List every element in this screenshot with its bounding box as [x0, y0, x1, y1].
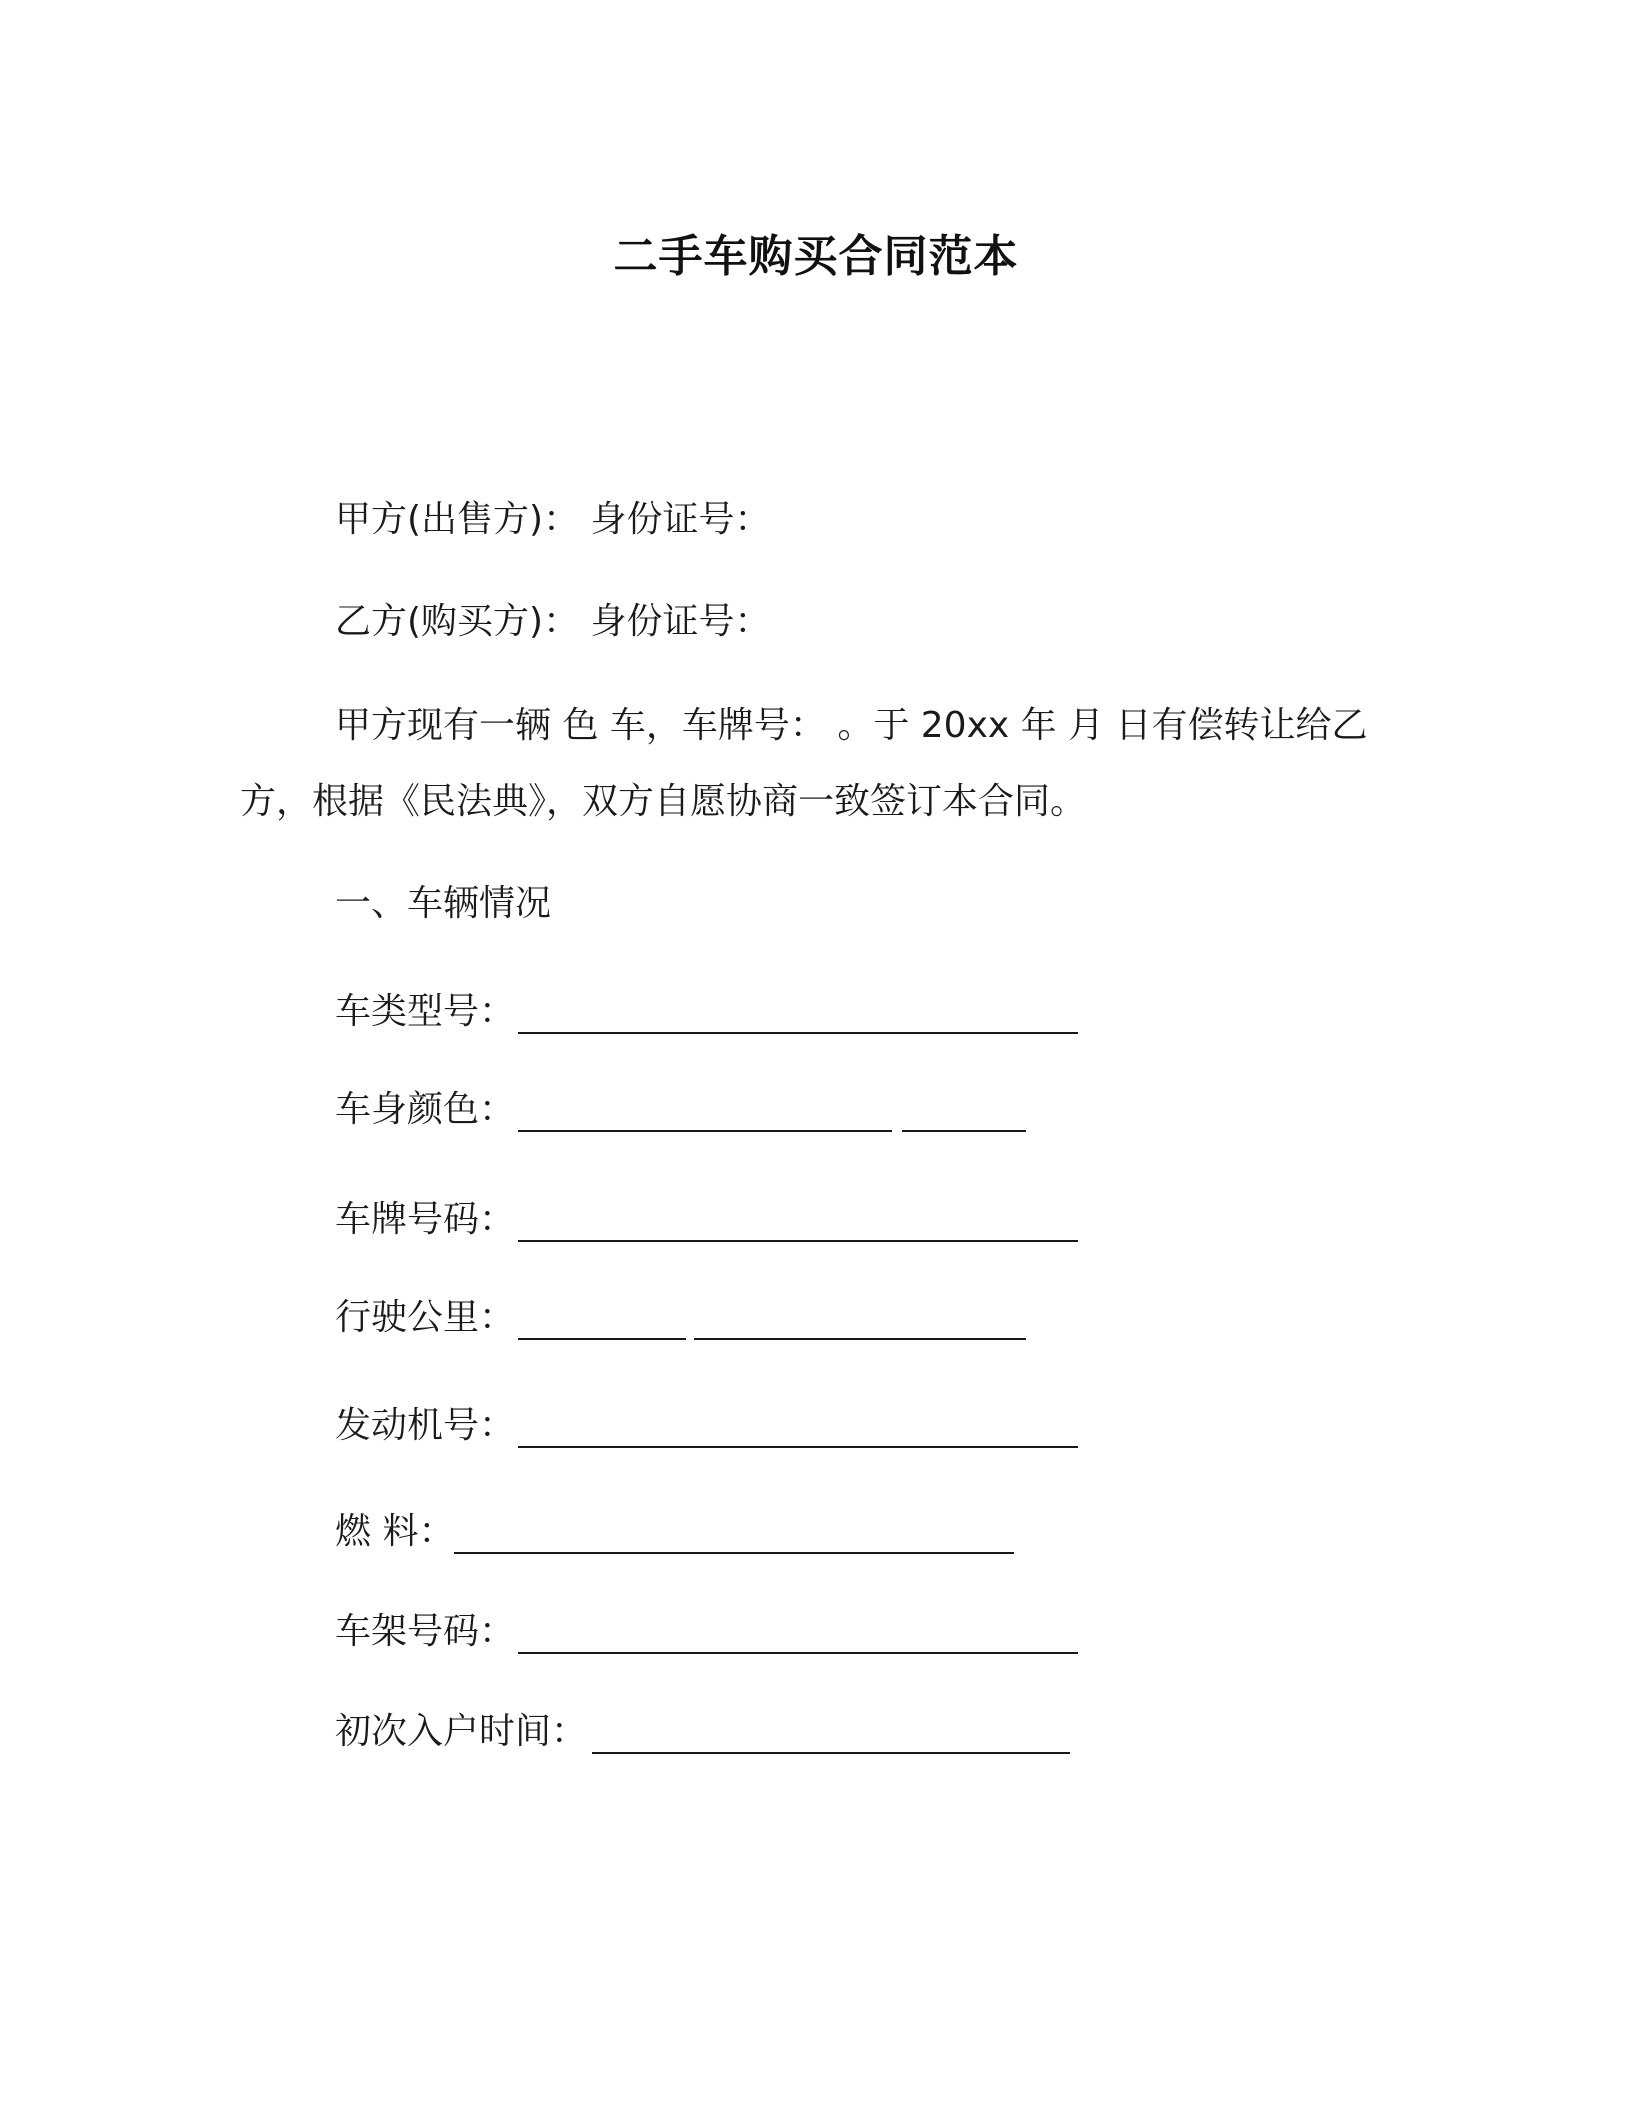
field-first-registration: [335, 1708, 587, 1756]
document-title: 二手车购买合同范本: [613, 231, 1019, 282]
field-label: 车身颜色：: [335, 1089, 516, 1130]
field-label: 发动机号：: [335, 1405, 516, 1446]
field-label: 车架号码：: [335, 1611, 516, 1652]
field-label: 初次入户时间：: [335, 1711, 588, 1752]
field-vehicle-model: [335, 988, 515, 1036]
field-label: 车牌号码：: [335, 1199, 516, 1240]
blank-body-color-2[interactable]: [902, 1130, 1026, 1132]
blank-vehicle-model[interactable]: [518, 1032, 1078, 1034]
blank-plate-number[interactable]: [518, 1240, 1078, 1242]
blank-engine-number[interactable]: [518, 1446, 1078, 1448]
intro-paragraph-line-2: 方，根据《民法典》，双方自愿协商一致签订本合同。: [240, 781, 1087, 822]
blank-body-color-1[interactable]: [518, 1130, 892, 1132]
blank-vin[interactable]: [518, 1652, 1078, 1654]
blank-mileage-2[interactable]: [694, 1338, 1026, 1340]
field-label: 燃 料：: [335, 1511, 455, 1552]
blank-fuel[interactable]: [454, 1552, 1014, 1554]
party-a-line: 甲方(出售方)： 身份证号：: [335, 499, 771, 540]
blank-mileage-1[interactable]: [518, 1338, 686, 1340]
field-mileage: [335, 1294, 515, 1342]
field-vin: [335, 1608, 515, 1656]
blank-first-registration[interactable]: [592, 1752, 1070, 1754]
field-label: 行驶公里：: [335, 1297, 516, 1338]
intro-paragraph-line-1: 甲方现有一辆 色 车，车牌号： 。于 20xx 年 月 日有偿转让给乙: [335, 705, 1368, 746]
field-plate-number: [335, 1196, 515, 1244]
party-b-line: 乙方(购买方)： 身份证号：: [335, 601, 771, 642]
field-body-color: [335, 1086, 515, 1134]
field-engine-number: [335, 1402, 515, 1450]
field-fuel: [335, 1508, 454, 1556]
section-heading-vehicle: 一、车辆情况: [335, 883, 552, 924]
field-label: 车类型号：: [335, 991, 516, 1032]
